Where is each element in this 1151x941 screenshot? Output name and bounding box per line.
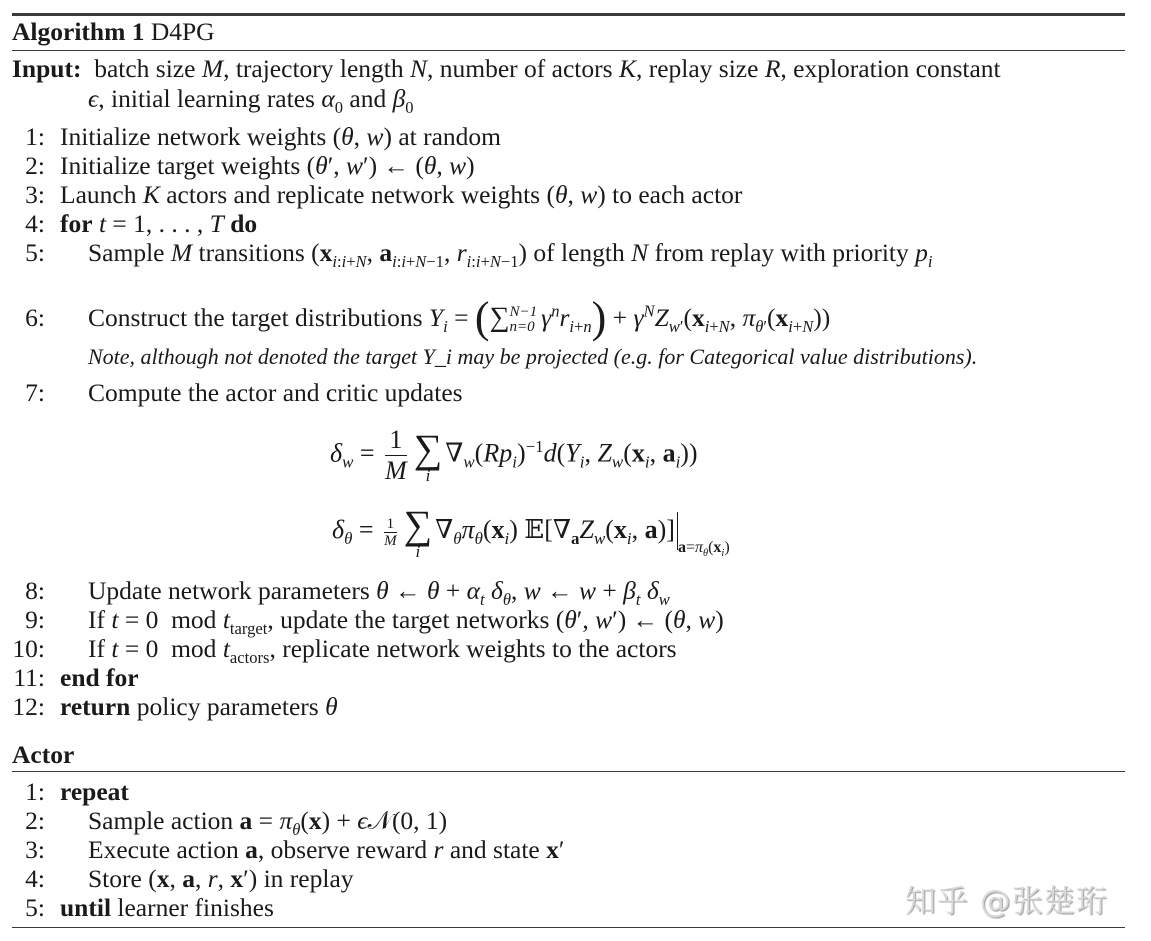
- keyword-return: return: [60, 692, 131, 721]
- text: , exploration constant: [780, 54, 1001, 83]
- bottom-rule: [12, 927, 1125, 928]
- step-2: Initialize target weights (θ′, w′) ← (θ, w): [60, 151, 475, 180]
- text: Initialize target weights: [60, 151, 307, 180]
- step-6: Construct the target distributions $Y_i$ = (∑ N−1 n=0 $\gamma^nr_{i+n}) + \gamma^NZ_{w'}(x_{i+N}$, $\pi_{\theta'}(x_{i+N})$): [88, 293, 831, 342]
- text: policy parameters: [130, 692, 326, 721]
- text: , update the target networks: [267, 605, 556, 634]
- step-7: Compute the actor and critic updates: [88, 378, 463, 407]
- step-1: Initialize network weights (θ, w) at random: [60, 122, 501, 151]
- watermark: 知乎 @张楚珩: [905, 884, 1108, 920]
- text: target: [229, 619, 268, 639]
- step-number: 3:: [25, 180, 45, 209]
- actor-step-2: Sample action $a = \pi_\theta(x)$ + ϵ𝒩(0, 1): [88, 806, 448, 840]
- step-number: 8:: [25, 576, 45, 605]
- text: actors: [229, 648, 270, 668]
- step-number: 11:: [13, 663, 45, 692]
- text: actors and replicate network weights: [159, 180, 547, 209]
- text: at random: [391, 122, 501, 151]
- step-number: 4:: [25, 864, 45, 893]
- step-number: 12:: [12, 692, 45, 721]
- step-number: 10:: [12, 634, 45, 663]
- keyword-until: until: [60, 893, 112, 922]
- actor-step-3: Execute action a, observe reward r and state x′: [88, 835, 565, 864]
- actor-title: [12, 740, 74, 770]
- text: Sample: [88, 238, 171, 267]
- text: and state: [443, 835, 547, 864]
- step-number: 5:: [25, 893, 45, 922]
- text: Construct the target distributions: [88, 303, 429, 332]
- text: , initial learning rates: [98, 84, 322, 113]
- step-8: Update network parameters θ ← $\theta + \alpha_t$ $\delta_\theta$, w ← $w + \beta_t$ $\delta_w$: [88, 576, 670, 610]
- text: , replay size: [635, 54, 765, 83]
- step-number: 4:: [25, 209, 45, 238]
- step-6-note: Note, although not denoted the target Y_i may be projected (e.g. for Categorical value distributions).: [88, 344, 978, 369]
- step-11: [60, 663, 139, 693]
- keyword-repeat: repeat: [60, 777, 129, 806]
- step-number: 9:: [25, 605, 45, 634]
- input-line-2: ϵ, initial learning rates $\alpha_0$ and $\beta_0$: [88, 84, 414, 118]
- algorithm-label: Algorithm 1: [12, 17, 145, 46]
- text: from replay with priority: [648, 238, 916, 267]
- text: transitions: [192, 238, 312, 267]
- text: If: [88, 605, 112, 634]
- text: mod: [171, 605, 217, 634]
- text: Sample action: [88, 806, 240, 835]
- step-number: 2:: [25, 151, 45, 180]
- top-rule: [12, 13, 1125, 16]
- text: batch size: [94, 54, 202, 83]
- equation-delta-theta: $\delta_\theta$ = $\frac{1}{M}$ ∑ i $\nabla_\theta\pi_\theta(x_i)$ $𝔼[\nabla_aZ_w(x_i$, $a)]_{a=\pi_\theta(x_i)}$: [332, 502, 730, 561]
- input-line-1: Input: batch size M, trajectory length N, number of actors K, replay size R, exploration constant: [12, 54, 1001, 83]
- step-10: If t = 0 mod $t_{actors}$, replicate network weights to the actors: [88, 634, 677, 668]
- text: Store: [88, 864, 149, 893]
- text: in replay: [257, 864, 354, 893]
- text: Initialize network weights: [60, 122, 333, 151]
- text: mod: [171, 634, 217, 663]
- algorithm-caption: [12, 17, 215, 47]
- actor-title-text: Actor: [12, 740, 75, 769]
- step-number: 5:: [25, 238, 45, 267]
- step-5: Sample M transitions ($x_{i:i+N}$, $a_{i:i+N-1}$, $r_{i:i+N-1}$) of length N from replay with priority $p_i$: [88, 238, 933, 272]
- text: Update network parameters: [88, 576, 377, 605]
- step-number: 3:: [25, 835, 45, 864]
- actor-step-5: [60, 893, 274, 923]
- actor-step-4: Store (x, a, r, x′) in replay: [88, 864, 354, 893]
- text: and: [343, 84, 393, 113]
- step-number: 1:: [25, 777, 45, 806]
- algorithm-name: D4PG: [150, 17, 215, 46]
- actor-header-rule: [12, 771, 1125, 772]
- input-label: Input:: [12, 54, 82, 83]
- step-12: return policy parameters θ: [60, 692, 338, 721]
- step-4: for t = 1, . . . , T do: [60, 209, 258, 238]
- step-3: Launch K actors and replicate network weights (θ, w) to each actor: [60, 180, 743, 209]
- step-9: If t = 0 mod $t_{target}$, update the target networks (θ′, w′) ← (θ, w): [88, 605, 724, 639]
- keyword-do: do: [230, 209, 258, 238]
- text: Execute action: [88, 835, 246, 864]
- text: Launch: [60, 180, 143, 209]
- step-number: 1:: [25, 122, 45, 151]
- text: learner finishes: [111, 893, 274, 922]
- keyword-end-for: end for: [60, 663, 139, 692]
- actor-step-1: [60, 777, 129, 807]
- step-number: 7:: [25, 378, 45, 407]
- step-number: 2:: [25, 806, 45, 835]
- text: to each actor: [605, 180, 743, 209]
- text: , replicate network weights to the actors: [269, 634, 677, 663]
- header-rule: [12, 50, 1125, 51]
- equation-delta-w: $\delta_w$ = $\frac{1}{M}$ ∑ i $\nabla_w(Rp_i)^{-1}d(Y_i$, $Z_w(x_i$, $a_i$)): [330, 425, 698, 485]
- text: , observe reward: [257, 835, 434, 864]
- text: If: [88, 634, 112, 663]
- keyword-for: for: [60, 209, 93, 238]
- text: of length: [527, 238, 632, 267]
- text: , number of actors: [427, 54, 619, 83]
- text: , trajectory length: [223, 54, 411, 83]
- step-number: 6:: [25, 303, 45, 332]
